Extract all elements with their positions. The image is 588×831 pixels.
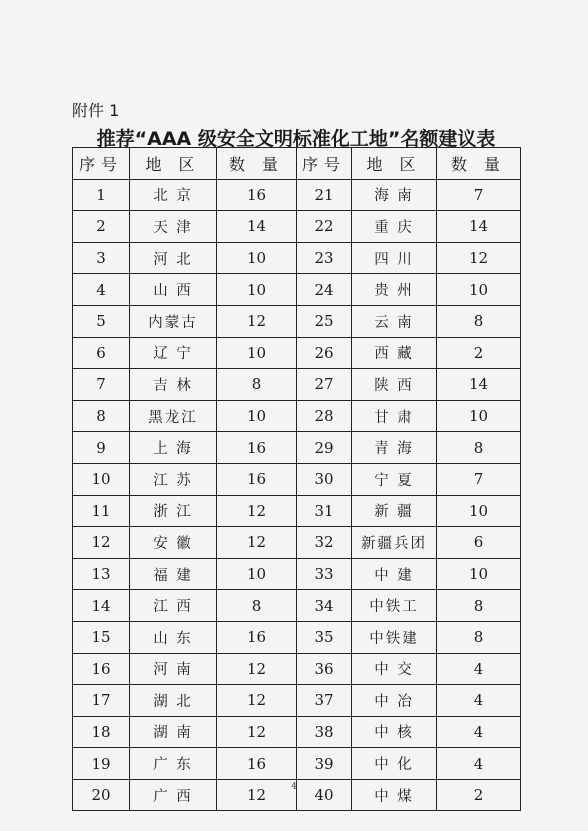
header-seq-left: 序号 <box>73 148 130 180</box>
cell-count-left: 12 <box>217 495 297 527</box>
cell-region-left: 江 西 <box>130 590 217 622</box>
cell-count-right: 2 <box>437 337 521 369</box>
cell-seq-right: 30 <box>297 463 352 495</box>
cell-seq-right: 21 <box>297 179 352 211</box>
cell-region-left: 内蒙古 <box>130 305 217 337</box>
cell-count-left: 8 <box>217 369 297 401</box>
cell-region-left: 河 北 <box>130 242 217 274</box>
cell-seq-right: 27 <box>297 369 352 401</box>
cell-count-left: 12 <box>217 653 297 685</box>
header-seq-right: 序号 <box>297 148 352 180</box>
cell-seq-left: 4 <box>73 274 130 306</box>
cell-count-right: 10 <box>437 400 521 432</box>
cell-seq-right: 34 <box>297 590 352 622</box>
cell-seq-right: 35 <box>297 621 352 653</box>
cell-region-right: 中 煤 <box>352 779 437 811</box>
cell-count-right: 8 <box>437 432 521 464</box>
cell-count-right: 7 <box>437 463 521 495</box>
cell-seq-right: 24 <box>297 274 352 306</box>
cell-region-right: 中 建 <box>352 558 437 590</box>
cell-count-left: 10 <box>217 337 297 369</box>
cell-region-left: 吉 林 <box>130 369 217 401</box>
cell-region-right: 陕 西 <box>352 369 437 401</box>
cell-region-left: 浙 江 <box>130 495 217 527</box>
cell-count-right: 12 <box>437 242 521 274</box>
cell-count-left: 10 <box>217 242 297 274</box>
cell-count-left: 12 <box>217 305 297 337</box>
cell-region-left: 湖 南 <box>130 716 217 748</box>
cell-region-left: 山 西 <box>130 274 217 306</box>
cell-seq-right: 23 <box>297 242 352 274</box>
cell-count-left: 16 <box>217 432 297 464</box>
cell-seq-right: 40 <box>297 779 352 811</box>
cell-count-right: 8 <box>437 590 521 622</box>
header-count-right: 数 量 <box>437 148 521 180</box>
cell-count-right: 6 <box>437 527 521 559</box>
cell-seq-right: 28 <box>297 400 352 432</box>
cell-seq-right: 32 <box>297 527 352 559</box>
table-row <box>73 653 521 685</box>
cell-count-left: 16 <box>217 463 297 495</box>
cell-region-right: 青 海 <box>352 432 437 464</box>
cell-region-left: 天 津 <box>130 211 217 243</box>
cell-count-right: 4 <box>437 653 521 685</box>
cell-region-right: 宁 夏 <box>352 463 437 495</box>
cell-count-left: 8 <box>217 590 297 622</box>
table-row <box>73 400 521 432</box>
cell-count-right: 4 <box>437 685 521 717</box>
cell-region-right: 新 疆 <box>352 495 437 527</box>
header-count-left: 数 量 <box>217 148 297 180</box>
cell-region-left: 安 徽 <box>130 527 217 559</box>
table-row <box>73 621 521 653</box>
cell-count-right: 8 <box>437 621 521 653</box>
cell-region-right: 中铁工 <box>352 590 437 622</box>
table-row <box>73 716 521 748</box>
table-row <box>73 179 521 211</box>
cell-region-left: 湖 北 <box>130 685 217 717</box>
table-row <box>73 337 521 369</box>
table-row <box>73 369 521 401</box>
cell-region-right: 海 南 <box>352 179 437 211</box>
cell-region-right: 西 藏 <box>352 337 437 369</box>
cell-region-right: 贵 州 <box>352 274 437 306</box>
cell-seq-right: 31 <box>297 495 352 527</box>
cell-seq-left: 11 <box>73 495 130 527</box>
cell-count-right: 10 <box>437 558 521 590</box>
cell-count-left: 12 <box>217 716 297 748</box>
cell-region-right: 新疆兵团 <box>352 527 437 559</box>
cell-region-left: 广 西 <box>130 779 217 811</box>
cell-seq-left: 15 <box>73 621 130 653</box>
cell-seq-left: 18 <box>73 716 130 748</box>
table-row <box>73 463 521 495</box>
cell-count-left: 16 <box>217 748 297 780</box>
cell-count-left: 14 <box>217 211 297 243</box>
cell-region-left: 黑龙江 <box>130 400 217 432</box>
cell-count-left: 10 <box>217 558 297 590</box>
cell-count-right: 10 <box>437 274 521 306</box>
cell-count-left: 12 <box>217 685 297 717</box>
cell-count-right: 14 <box>437 369 521 401</box>
cell-region-left: 上 海 <box>130 432 217 464</box>
quota-table <box>72 147 521 811</box>
table-header-row <box>73 148 521 180</box>
cell-seq-left: 9 <box>73 432 130 464</box>
cell-seq-right: 33 <box>297 558 352 590</box>
table-body <box>73 179 521 811</box>
cell-region-right: 中 交 <box>352 653 437 685</box>
table-row <box>73 274 521 306</box>
cell-seq-right: 39 <box>297 748 352 780</box>
cell-count-left: 16 <box>217 621 297 653</box>
cell-seq-left: 13 <box>73 558 130 590</box>
header-region-right: 地 区 <box>352 148 437 180</box>
cell-seq-right: 38 <box>297 716 352 748</box>
document-title: 推荐“AAA 级安全文明标准化工地”名额建议表 <box>96 128 496 150</box>
cell-count-right: 7 <box>437 179 521 211</box>
cell-seq-left: 10 <box>73 463 130 495</box>
cell-count-left: 12 <box>217 779 297 811</box>
cell-seq-right: 36 <box>297 653 352 685</box>
cell-region-left: 北 京 <box>130 179 217 211</box>
cell-count-right: 10 <box>437 495 521 527</box>
cell-region-left: 辽 宁 <box>130 337 217 369</box>
cell-region-right: 中 核 <box>352 716 437 748</box>
cell-seq-left: 14 <box>73 590 130 622</box>
cell-region-left: 河 南 <box>130 653 217 685</box>
table-row <box>73 685 521 717</box>
cell-seq-left: 6 <box>73 337 130 369</box>
cell-seq-right: 25 <box>297 305 352 337</box>
cell-count-left: 10 <box>217 400 297 432</box>
table-row <box>73 558 521 590</box>
cell-seq-left: 19 <box>73 748 130 780</box>
cell-seq-left: 3 <box>73 242 130 274</box>
cell-count-right: 2 <box>437 779 521 811</box>
page-number: 4 <box>291 782 297 792</box>
cell-count-right: 8 <box>437 305 521 337</box>
cell-seq-left: 2 <box>73 211 130 243</box>
cell-count-left: 12 <box>217 527 297 559</box>
cell-region-right: 中 化 <box>352 748 437 780</box>
cell-region-left: 福 建 <box>130 558 217 590</box>
cell-region-left: 江 苏 <box>130 463 217 495</box>
table-row <box>73 590 521 622</box>
table-row <box>73 211 521 243</box>
cell-region-left: 山 东 <box>130 621 217 653</box>
cell-seq-left: 12 <box>73 527 130 559</box>
cell-count-right: 4 <box>437 748 521 780</box>
cell-region-right: 重 庆 <box>352 211 437 243</box>
table-row <box>73 432 521 464</box>
cell-count-left: 16 <box>217 179 297 211</box>
header-region-left: 地 区 <box>130 148 217 180</box>
cell-count-right: 4 <box>437 716 521 748</box>
cell-seq-left: 16 <box>73 653 130 685</box>
cell-seq-right: 37 <box>297 685 352 717</box>
cell-seq-right: 22 <box>297 211 352 243</box>
cell-count-right: 14 <box>437 211 521 243</box>
attachment-label: 附件 1 <box>72 101 120 120</box>
table-row <box>73 305 521 337</box>
table-row <box>73 527 521 559</box>
cell-seq-left: 20 <box>73 779 130 811</box>
cell-seq-right: 26 <box>297 337 352 369</box>
cell-seq-left: 5 <box>73 305 130 337</box>
table-row <box>73 495 521 527</box>
cell-region-right: 云 南 <box>352 305 437 337</box>
cell-region-left: 广 东 <box>130 748 217 780</box>
cell-seq-left: 7 <box>73 369 130 401</box>
cell-seq-left: 8 <box>73 400 130 432</box>
cell-seq-left: 1 <box>73 179 130 211</box>
table-row <box>73 242 521 274</box>
table-row <box>73 748 521 780</box>
cell-seq-right: 29 <box>297 432 352 464</box>
cell-region-right: 甘 肃 <box>352 400 437 432</box>
cell-region-right: 四 川 <box>352 242 437 274</box>
cell-count-left: 10 <box>217 274 297 306</box>
cell-region-right: 中 冶 <box>352 685 437 717</box>
cell-region-right: 中铁建 <box>352 621 437 653</box>
cell-seq-left: 17 <box>73 685 130 717</box>
